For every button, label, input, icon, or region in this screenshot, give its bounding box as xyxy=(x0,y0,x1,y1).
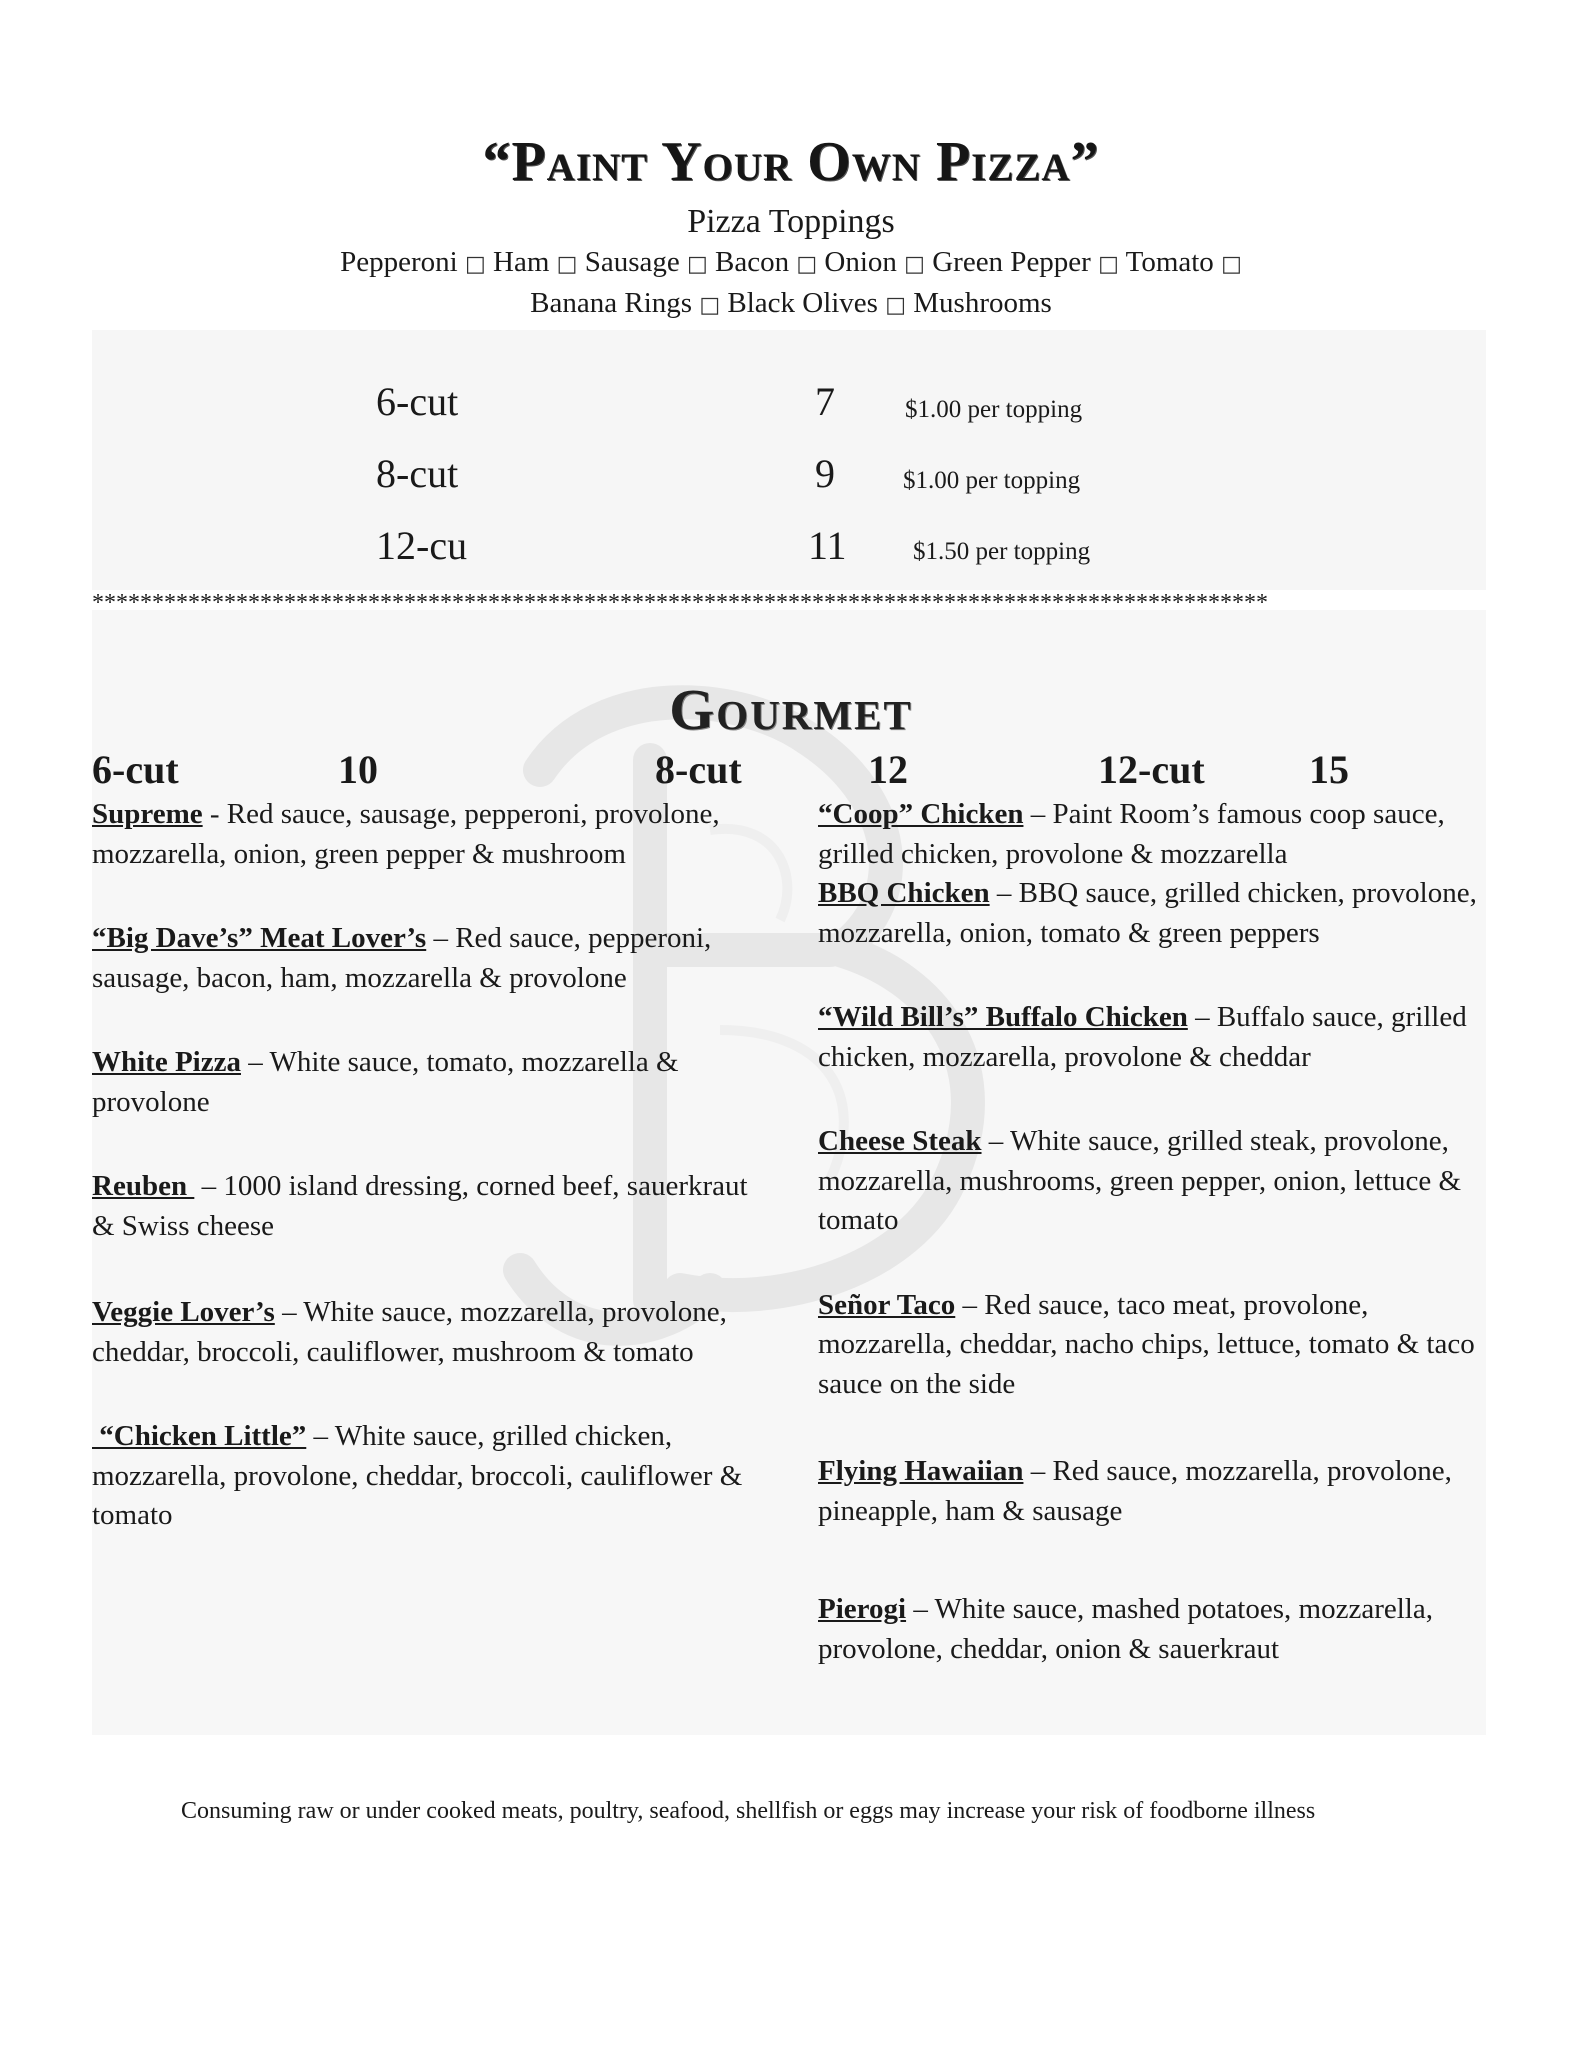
topping-item: Banana Rings xyxy=(530,287,693,319)
menu-item-supreme xyxy=(92,795,752,874)
gourmet-heading: Gourmet xyxy=(669,677,913,742)
gourmet-price-8-cut: 12 xyxy=(868,747,908,792)
food-safety-disclaimer: Consuming raw or under cooked meats, poultry, seafood, shellfish or eggs may increase your risk of foodborne illness xyxy=(181,1798,1316,1824)
menu-item-pierogi xyxy=(818,1590,1498,1669)
page-title: “Paint Your Own Pizza” xyxy=(482,131,1100,193)
size-label-8-cut: 8-cut xyxy=(376,451,459,496)
menu-item-meat-lovers xyxy=(92,919,752,998)
menu-item-bbq-chicken xyxy=(818,874,1498,953)
checkbox-icon: □ xyxy=(1221,252,1242,277)
checkbox-icon: □ xyxy=(464,252,486,277)
size-label-6-cut: 6-cut xyxy=(376,379,459,424)
menu-item-description: - Red sauce, sausage, pepperoni, provolone, mozzarella, onion, green pepper & mushroom xyxy=(92,798,720,870)
menu-item-name: “Coop” Chicken xyxy=(818,798,1024,830)
price-table-background xyxy=(92,330,1486,590)
menu-item-name: BBQ Chicken xyxy=(818,877,990,909)
menu-item-name: Señor Taco xyxy=(818,1288,956,1321)
menu-item-name: Cheese Steak xyxy=(818,1125,982,1157)
section-divider: ************************************************************************************************** xyxy=(92,590,1268,616)
checkbox-icon: □ xyxy=(699,293,721,318)
size-price-12-cut: 11 xyxy=(808,523,847,568)
topping-item: Green Pepper xyxy=(932,246,1091,278)
menu-item-reuben xyxy=(92,1167,752,1246)
menu-item-name: Flying Hawaiian xyxy=(818,1455,1024,1487)
menu-item-name: Veggie Lover’s xyxy=(92,1296,275,1328)
menu-item-description: – 1000 island dressing, corned beef, sauerkraut & Swiss cheese xyxy=(92,1170,748,1242)
menu-item-description: – White sauce, mozzarella, provolone, cheddar, broccoli, cauliflower, mushroom & tomato xyxy=(92,1296,727,1368)
topping-item: Onion xyxy=(824,246,897,278)
menu-item-chicken-little xyxy=(92,1417,752,1536)
checkbox-icon: □ xyxy=(904,252,925,277)
size-price-6-cut: 7 xyxy=(815,379,835,424)
checkbox-icon: □ xyxy=(1098,252,1119,277)
topping-price-6-cut: $1.00 per topping xyxy=(905,396,1083,423)
topping-item: Tomato xyxy=(1125,246,1214,278)
menu-item-description: – Red sauce, mozzarella, provolone, pineapple, ham & sausage xyxy=(818,1455,1452,1527)
gourmet-size-12-cut: 12-cut xyxy=(1098,747,1205,792)
topping-item: Mushrooms xyxy=(913,287,1052,319)
gourmet-left-column xyxy=(92,795,752,1536)
size-price-8-cut: 9 xyxy=(815,451,835,496)
menu-item-name: “Big Dave’s” Meat Lover’s xyxy=(92,922,427,954)
topping-price-8-cut: $1.00 per topping xyxy=(903,467,1081,494)
checkbox-icon: □ xyxy=(686,252,708,277)
toppings-heading: Pizza Toppings xyxy=(687,203,895,240)
checkbox-icon: □ xyxy=(885,293,907,318)
checkbox-icon: □ xyxy=(556,252,578,277)
menu-item-coop-chicken xyxy=(818,795,1498,874)
menu-item-description: – Paint Room’s famous coop sauce, grilled chicken, provolone & mozzarella xyxy=(818,798,1445,870)
topping-item: Ham xyxy=(493,246,550,278)
menu-item-name: “Chicken Little” xyxy=(92,1420,307,1452)
menu-item-name: “Wild Bill’s” Buffalo Chicken xyxy=(818,1001,1188,1033)
menu-item-description: – BBQ sauce, grilled chicken, provolone, mozzarella, onion, tomato & green peppers xyxy=(818,877,1477,949)
menu-item-white-pizza xyxy=(92,1043,752,1122)
toppings-list-line-1 xyxy=(0,246,1582,279)
gourmet-size-8-cut: 8-cut xyxy=(655,747,742,792)
menu-item-description: – Buffalo sauce, grilled chicken, mozzarella, provolone & cheddar xyxy=(818,1001,1467,1073)
menu-item-flying-hawaiian xyxy=(818,1452,1498,1531)
size-label-12-cut: 12-cu xyxy=(376,523,468,568)
menu-item-veggie-lovers xyxy=(92,1293,752,1372)
menu-item-description: – Red sauce, taco meat, provolone, mozzarella, cheddar, nacho chips, lettuce, tomato & taco sauce on the side xyxy=(818,1288,1475,1400)
menu-item-description: – White sauce, grilled chicken, mozzarella, provolone, cheddar, broccoli, cauliflower & tomato xyxy=(92,1420,743,1531)
menu-item-name: Reuben xyxy=(92,1170,195,1202)
topping-item: Bacon xyxy=(715,246,790,278)
menu-item-description: – Red sauce, pepperoni, sausage, bacon, ham, mozzarella & provolone xyxy=(92,922,712,994)
topping-item: Pepperoni xyxy=(340,246,458,278)
menu-item-description: – White sauce, mashed potatoes, mozzarella, provolone, cheddar, onion & sauerkraut xyxy=(818,1593,1433,1665)
menu-item-senor-taco xyxy=(818,1286,1498,1405)
topping-item: Sausage xyxy=(584,246,680,278)
gourmet-price-12-cut: 15 xyxy=(1309,747,1349,792)
menu-item-name: White Pizza xyxy=(92,1046,241,1078)
menu-item-description: – White sauce, tomato, mozzarella & provolone xyxy=(92,1046,679,1118)
checkbox-icon: □ xyxy=(796,252,818,277)
menu-item-name: Pierogi xyxy=(818,1593,907,1625)
topping-price-12-cut: $1.50 per topping xyxy=(913,538,1091,565)
gourmet-size-6-cut: 6-cut xyxy=(92,747,179,792)
menu-item-cheese-steak xyxy=(818,1122,1498,1241)
toppings-list-line-2 xyxy=(0,287,1582,320)
menu-item-name: Supreme xyxy=(92,798,203,830)
topping-item: Black Olives xyxy=(727,287,878,319)
gourmet-right-column xyxy=(818,795,1498,1669)
menu-item-buffalo-chicken xyxy=(818,998,1498,1077)
gourmet-price-6-cut: 10 xyxy=(338,747,378,792)
menu-item-description: – White sauce, grilled steak, provolone, mozzarella, mushrooms, green pepper, onion, lettuce & tomato xyxy=(818,1125,1462,1236)
